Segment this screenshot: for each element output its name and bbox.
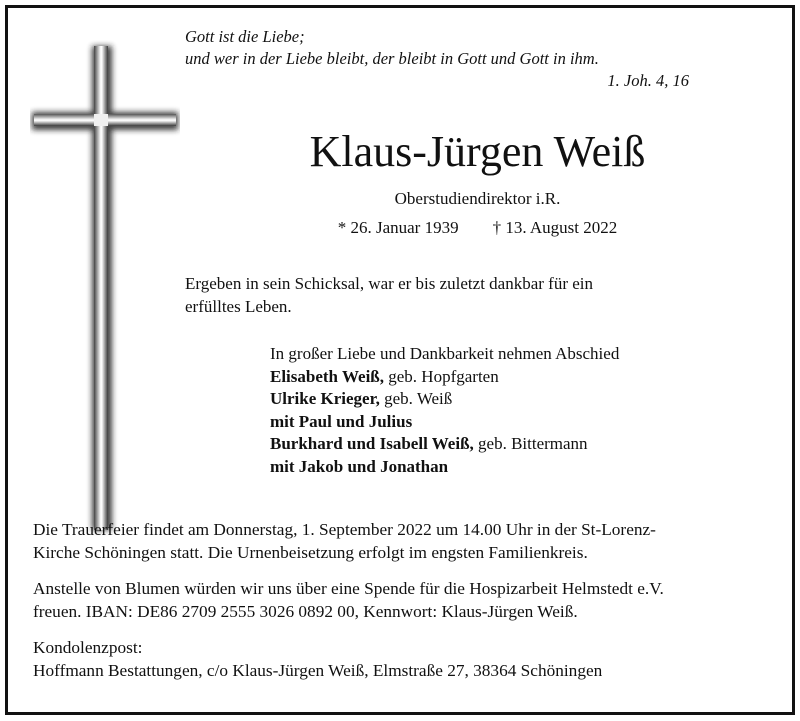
list-item [270,366,740,389]
mourners-list [270,343,740,478]
motto [185,273,685,318]
birth-date: * 26. Januar 1939 [337,218,459,237]
motto-line: Ergeben in sein Schicksal, war er bis zuletzt dankbar für ein [185,274,594,293]
life-dates [185,217,770,239]
mourners-intro: In großer Liebe und Dankbarkeit nehmen Abschied [270,344,620,363]
donation-line: freuen. IBAN: DE86 2709 2555 3026 0892 00, Kennwort: Klaus-Jürgen Weiß. [33,601,578,621]
mourner-note: geb. Hopfgarten [384,366,499,386]
mourner-name: mit Jakob und Jonathan [270,456,449,476]
funeral-info [33,519,768,564]
condolence-address: Hoffmann Bestattungen, c/o Klaus-Jürgen Weiß, Elmstraße 27, 38364 Schöningen [33,660,603,680]
mourner-name: Burkhard und Isabell Weiß, [270,434,474,453]
motto-line: erfülltes Leben. [185,296,292,316]
funeral-line: Die Trauerfeier findet am Donnerstag, 1. September 2022 um 14.00 Uhr in der St-Lorenz- [33,520,656,539]
list-item [270,456,740,479]
cross-icon [30,40,180,540]
condolence-info [33,637,768,682]
deceased-title: Oberstudiendirektor i.R. [394,189,561,208]
verse-line: Gott ist die Liebe; [185,27,305,46]
funeral-line: Kirche Schöningen statt. Die Urnenbeisetzung erfolgt im engsten Familienkreis. [33,542,588,562]
mourner-name: mit Paul und Julius [270,411,413,431]
donation-info [33,578,768,623]
bible-verse [185,26,689,92]
condolence-label: Kondolenzpost: [33,638,143,657]
verse-reference: 1. Joh. 4, 16 [607,71,689,90]
mourner-note: geb. Bittermann [473,434,588,453]
list-item [270,433,740,456]
list-item [270,411,740,434]
mourner-note: geb. Weiß [379,389,453,408]
donation-line: Anstelle von Blumen würden wir uns über eine Spende für die Hospizarbeit Helmstedt e.V. [33,579,664,598]
list-item [270,388,740,411]
deceased-name: Klaus-Jürgen Weiß [309,127,646,176]
mourner-name: Elisabeth Weiß, [270,366,384,386]
death-date: † 13. August 2022 [492,218,618,237]
mourner-name: Ulrike Krieger, [270,389,380,408]
verse-line: und wer in der Liebe bleibt, der bleibt in Gott und Gott in ihm. [185,49,599,68]
